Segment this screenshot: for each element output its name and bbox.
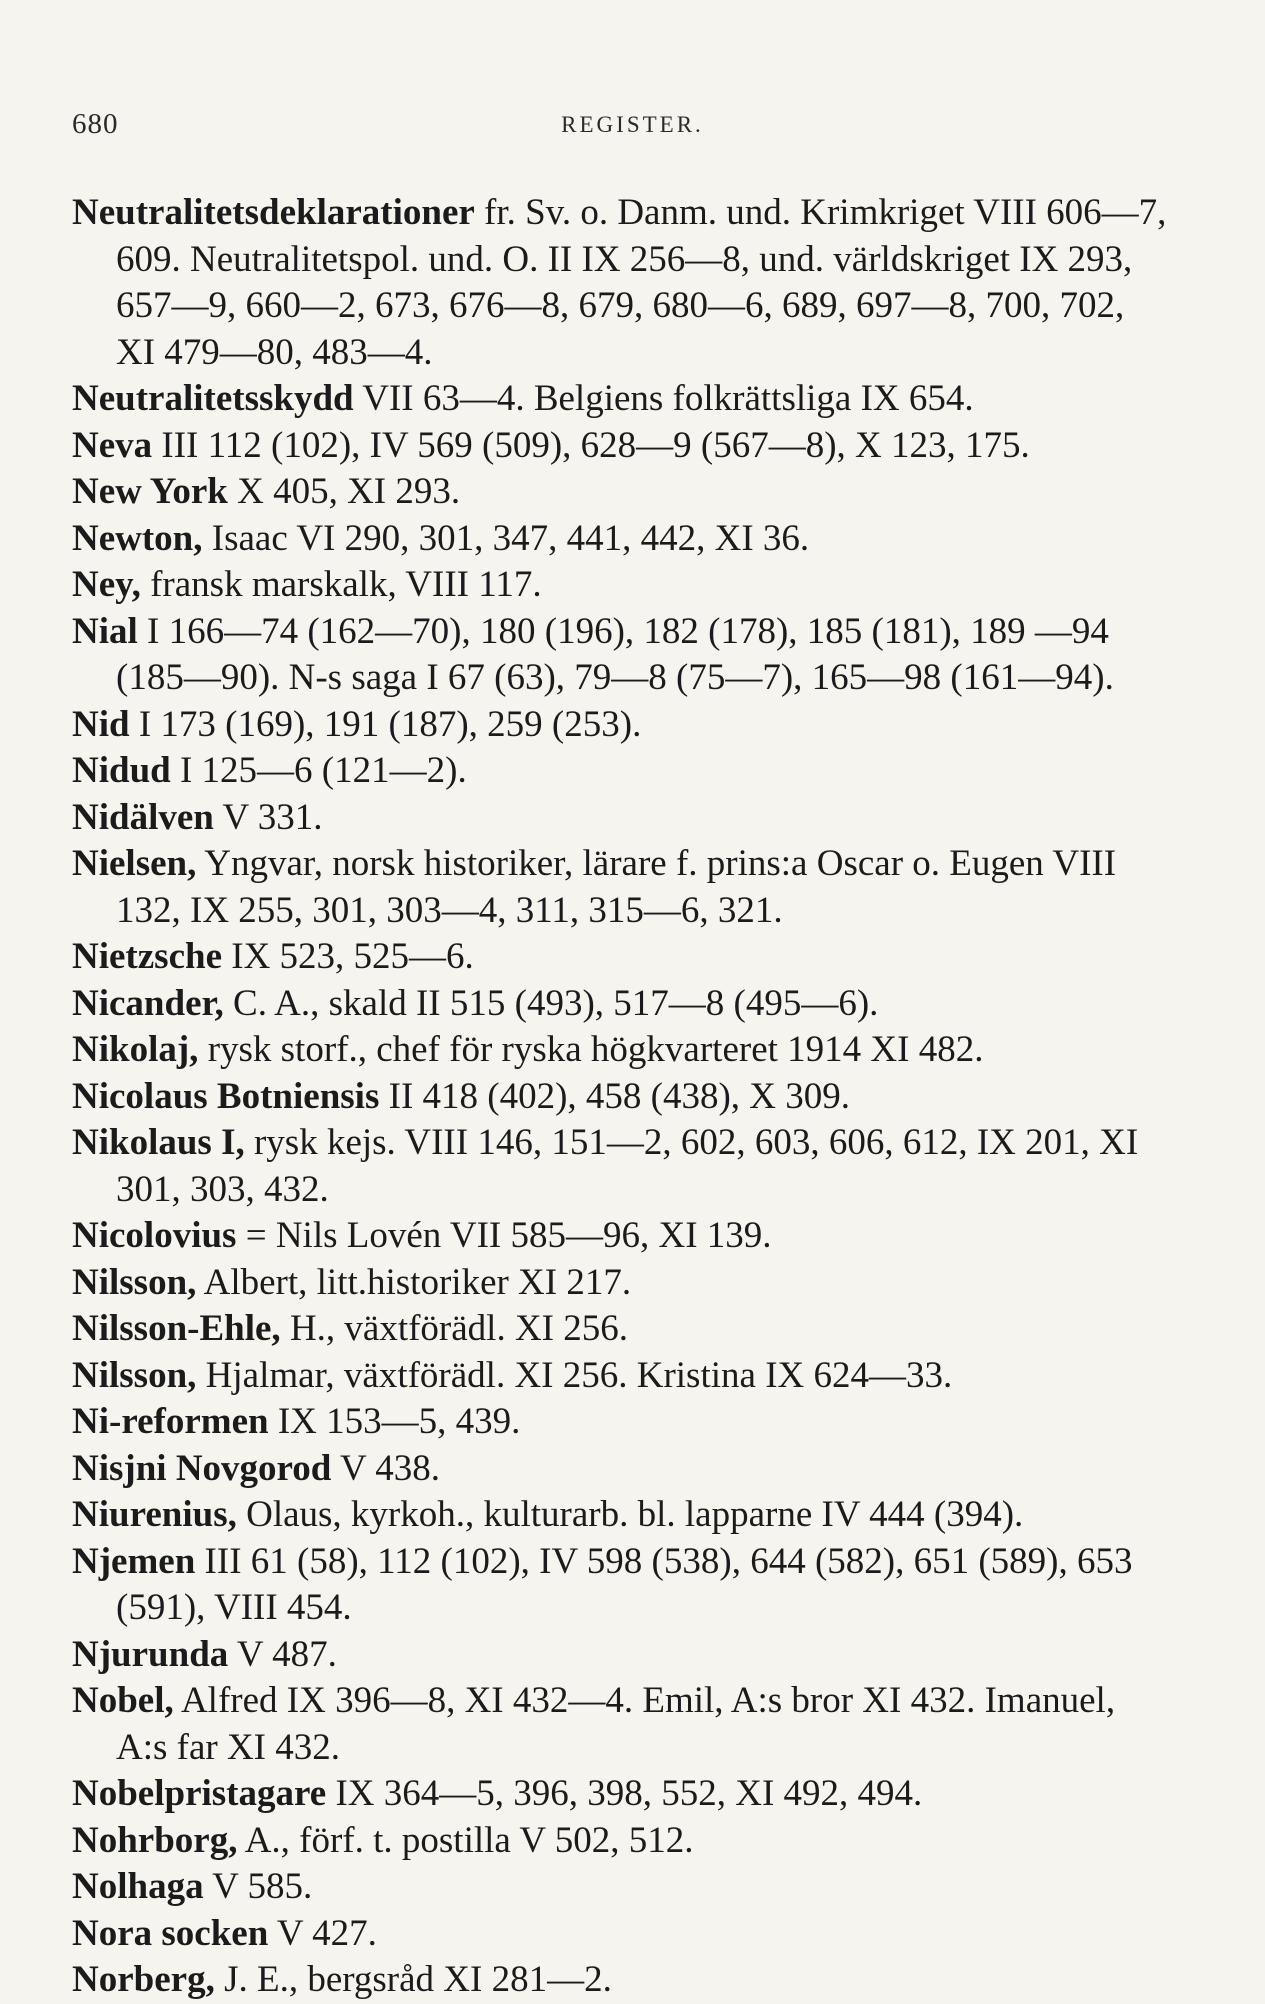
entry-references: Isaac VI 290, 301, 347, 441, 442, XI 36. [202,517,810,559]
entry-headword: Nial [72,610,138,652]
entry-references: V 427. [268,1912,377,1954]
entry-headword: New York [72,471,228,512]
entry-headword: Njurunda [72,1633,229,1675]
entry-references: H., växtförädl. XI 256. [280,1308,628,1349]
entry-references: V 487. [228,1633,337,1675]
entry-references: rysk kejs. VIII 146, 151—2, 602, 603, 606, 612, IX 201, XI 301, 303, 432. [116,1122,1139,1210]
entry-headword: Nidälven [72,796,214,838]
entry-headword: Niurenius, [72,1494,237,1535]
entry-references: IX 153—5, 439. [268,1401,521,1442]
entry-references: Alfred IX 396—8, XI 432—4. Emil, A:s bror XI 432. Imanuel, A:s far XI 432. [116,1680,1116,1768]
index-entries [72,190,1172,2004]
entry-references: Albert, litt.historiker XI 217. [196,1261,632,1303]
index-entry [72,1771,1172,1818]
index-entry [72,1120,1172,1213]
index-entry [72,1213,1172,1260]
index-entry [72,1027,1172,1074]
entry-headword: Nicolovius [72,1215,237,1256]
entry-headword: Nilsson, [72,1354,197,1396]
entry-references: I 125—6 (121—2). [170,750,467,791]
index-entry [72,1492,1172,1539]
index-entry [72,516,1172,563]
index-entry [72,1864,1172,1911]
entry-references: III 61 (58), 112 (102), IV 598 (538), 644 (582), 651 (589), 653 (591), VIII 454. [116,1540,1133,1628]
entry-references: A., förf. t. postilla V 502, 512. [237,1819,694,1861]
index-entry [72,1678,1172,1771]
entry-headword: Nobelpristagare [72,1773,327,1814]
index-entry [72,1818,1172,1865]
entry-references: VII 63—4. Belgiens folkrättsliga IX 654. [353,378,974,419]
entry-headword: Nietzsche [72,936,222,977]
entry-headword: Neutralitetsskydd [72,378,354,419]
entry-references: III 112 (102), IV 569 (509), 628—9 (567—8), X 123, 175. [152,424,1030,466]
entry-references: V 438. [331,1447,441,1489]
entry-references: IX 364—5, 396, 398, 552, XI 492, 494. [326,1773,923,1814]
index-entry [72,795,1172,842]
index-entry [72,1260,1172,1307]
entry-headword: Neva [72,424,153,466]
entry-headword: Njemen [72,1540,196,1582]
index-entry [72,1074,1172,1121]
entry-headword: Nikolaj, [72,1029,199,1070]
entry-references: Olaus, kyrkoh., kulturarb. bl. lapparne IV 444 (394). [236,1494,1024,1535]
entry-references: fransk marskalk, VIII 117. [140,564,542,605]
index-entry [72,190,1172,376]
entry-headword: Nilsson-Ehle, [72,1308,281,1349]
entry-headword: Nisjni Novgorod [72,1447,332,1489]
index-entry [72,1353,1172,1400]
index-entry [72,609,1172,702]
entry-headword: Nohrborg, [72,1819,238,1861]
entry-references: IX 523, 525—6. [222,936,474,977]
index-entry [72,1539,1172,1632]
entry-headword: Nicander, [72,982,224,1024]
index-entry [72,1911,1172,1958]
index-entry [72,841,1172,934]
entry-headword: Nid [72,703,130,745]
index-entry [72,423,1172,470]
entry-references: Yngvar, norsk historiker, lärare f. prins:a Oscar o. Eugen VIII 132, IX 255, 301, 303—4, 311, 315—6, 321. [116,843,1117,931]
index-entry [72,1632,1172,1679]
running-head: REGISTER. [561,112,704,137]
entry-references: C. A., skald II 515 (493), 517—8 (495—6). [223,982,879,1024]
entry-references: = Nils Lovén VII 585—96, XI 139. [236,1215,772,1256]
index-entry [72,1399,1172,1446]
entry-headword: Nikolaus I, [72,1122,245,1163]
page-number: 680 [72,108,119,140]
index-entry [72,1957,1172,2004]
entry-headword: Norberg, [72,1959,215,2000]
entry-references: I 173 (169), 191 (187), 259 (253). [129,703,642,745]
index-entry [72,1306,1172,1353]
index-entry [72,1446,1172,1493]
entry-references: Hjalmar, växtförädl. XI 256. Kristina IX 624—33. [196,1354,953,1396]
entry-headword: Nicolaus Botniensis [72,1075,380,1117]
index-entry [72,376,1172,423]
entry-headword: Newton, [72,517,203,559]
entry-headword: Neutralitetsdeklarationer [72,192,475,233]
entry-references: II 418 (402), 458 (438), X 309. [379,1075,851,1117]
entry-references: rysk storf., chef för ryska högkvarteret 1914 XI 482. [198,1029,984,1070]
entry-references: fr. Sv. o. Danm. und. Krimkriget VIII 606—7, 609. Neutralitetspol. und. O. II IX 256—8, und. världskriget IX 293, 657—9, 660—2, 673, 676—8, 679, 680—6, 689, 697—8, 700, 702, XI 479—80, 483—4. [116,192,1167,373]
entry-headword: Nobel, [72,1680,174,1721]
entry-references: V 585. [203,1866,313,1907]
index-entry [72,981,1172,1028]
entry-references: J. E., bergsråd XI 281—2. [214,1959,612,2000]
index-entry [72,562,1172,609]
index-entry [72,469,1172,516]
entry-references: V 331. [213,796,323,838]
entry-references: I 166—74 (162—70), 180 (196), 182 (178), 185 (181), 189 —94 (185—90). N-s saga I 67 (63), 79—8 (75—7), 165—98 (161—94). [116,610,1114,698]
entry-headword: Nielsen, [72,843,197,884]
entry-headword: Nolhaga [72,1866,204,1907]
entry-headword: Nilsson, [72,1261,197,1303]
index-entry [72,702,1172,749]
entry-headword: Nora socken [72,1912,269,1954]
entry-headword: Ni-reformen [72,1401,269,1442]
index-entry [72,934,1172,981]
entry-headword: Ney, [72,564,141,605]
entry-references: X 405, XI 293. [227,471,461,512]
index-entry [72,748,1172,795]
entry-headword: Nidud [72,750,171,791]
